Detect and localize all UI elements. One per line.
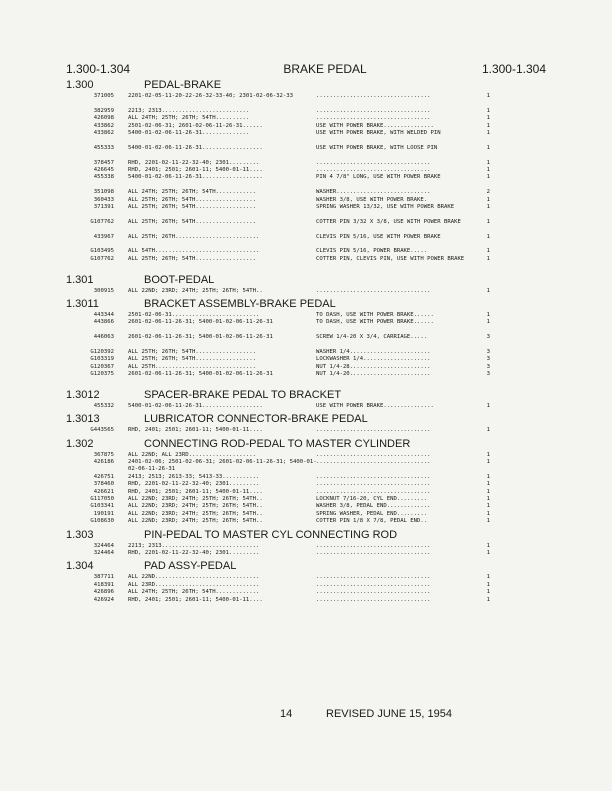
applicability: ALL 25TH; 26TH; 54TH.................. [128, 348, 256, 355]
section-title: BRACKET ASSEMBLY-BRAKE PEDAL [144, 297, 336, 310]
applicability: 2401-02-06; 2501-02-06-31; 2601-02-06-11-26-31; 5400-01-02-06-11-26-31 [128, 459, 317, 473]
description: WASHER 3/8, PEDAL END............. [316, 503, 431, 510]
quantity: 3 [486, 371, 490, 378]
part-row [66, 597, 490, 604]
part-number: 426186 [93, 459, 114, 466]
part-row [66, 489, 490, 496]
quantity: 1 [486, 319, 490, 326]
part-row [66, 543, 490, 550]
quantity: 1 [486, 488, 490, 495]
description: .................................. [316, 459, 431, 466]
description: .................................. [316, 596, 431, 603]
quantity: 1 [486, 459, 490, 466]
description: .................................. [316, 473, 431, 480]
description: COTTER PIN 3/32 X 3/8, USE WITH POWER BRAKE [316, 218, 461, 225]
part-number: 455333 [93, 144, 114, 151]
part-row [66, 115, 490, 122]
part-number: 324464 [93, 549, 114, 556]
quantity: 1 [486, 174, 490, 181]
part-row [66, 204, 490, 219]
applicability: ALL 22ND; 23RD; 24TH; 25TH; 26TH; 54TH.. [128, 518, 263, 525]
description: .................................. [316, 581, 431, 588]
applicability: ALL 22ND; 23RD; 24TH; 25TH; 26TH; 54TH.. [128, 287, 263, 294]
part-row [66, 459, 490, 474]
part-number: G103495 [90, 248, 114, 255]
description: NUT 1/4-20........................ [316, 371, 431, 378]
description: .................................. [316, 115, 431, 122]
applicability: 2201-02-05-11-20-22-26-32-33-40; 2301-02-06-32-33 [128, 93, 294, 99]
quantity: 3 [486, 334, 490, 341]
applicability: ALL 54TH............................... [128, 248, 260, 255]
quantity: 1 [486, 503, 490, 510]
applicability: ALL 25TH; 26TH; 54TH.................. [128, 356, 256, 363]
quantity: 1 [486, 402, 490, 409]
part-number: 324464 [93, 542, 114, 549]
applicability: ALL 24TH; 25TH; 26TH; 54TH............ [128, 189, 256, 196]
applicability: 5400-01-02-06-11-26-31.............. [128, 129, 250, 136]
part-row [66, 481, 490, 488]
page-number: 14 [280, 708, 293, 720]
part-number: 351098 [93, 189, 114, 196]
quantity: 1 [486, 166, 490, 173]
part-row [66, 427, 490, 434]
description: PIN 4 7/8" LONG, USE WITH POWER BRAKE [316, 174, 441, 181]
part-row [66, 234, 490, 249]
quantity: 1 [486, 596, 490, 603]
quantity: 1 [486, 589, 490, 596]
part-number: 387711 [93, 574, 114, 581]
header-right: 1.300-1.304 [481, 62, 546, 76]
part-number: 378460 [93, 481, 114, 488]
applicability: ALL 25TH; 26TH; 54TH.................. [128, 218, 256, 225]
applicability: ALL 24TH; 25TH; 26TH; 54TH.......... [128, 115, 250, 122]
part-number: G103341 [90, 503, 114, 510]
quantity: 1 [486, 427, 490, 434]
description: .................................. [316, 542, 431, 549]
applicability: 2601-02-06-11-26-31; 5400-01-02-06-11-26-31 [128, 334, 273, 341]
description: COTTER PIN 1/8 X 7/8, PEDAL END.. [316, 518, 428, 525]
section-number: 1.301 [66, 273, 94, 286]
description: USE WITH POWER BRAKE............... [316, 402, 434, 409]
part-number: G107762 [90, 218, 114, 225]
applicability: 2213; 2313............................. [128, 542, 260, 549]
part-row [66, 197, 490, 204]
applicability: 5400-01-02-06-11-26-31.................. [128, 144, 263, 151]
applicability: 2601-02-06-11-26-31; 5400-01-02-06-11-26-31 [128, 371, 273, 378]
description: .................................. [316, 427, 431, 434]
part-row [66, 518, 490, 525]
applicability: ALL 22ND; 23RD; 24TH; 25TH; 26TH; 54TH.. [128, 495, 263, 502]
section-heading [66, 389, 490, 403]
applicability: RHD, 2201-02-11-22-32-40; 2301......... [128, 549, 260, 556]
quantity: 1 [486, 311, 490, 318]
description: .................................. [316, 488, 431, 495]
part-number: 443866 [93, 319, 114, 326]
part-row [66, 189, 490, 196]
description: USE WITH POWER BRAKE, WITH LOOSE PIN [316, 144, 438, 151]
part-number: 426645 [93, 166, 114, 173]
applicability: RHD, 2201-02-11-22-32-40; 2301......... [128, 159, 260, 166]
header-left: 1.300-1.304 [66, 62, 131, 76]
description: NUT 1/4-28........................ [316, 363, 431, 370]
part-number: 382959 [93, 107, 114, 114]
quantity: 1 [486, 549, 490, 556]
quantity: 1 [486, 542, 490, 549]
part-row [66, 123, 490, 130]
part-number: G108630 [90, 518, 114, 525]
part-number: G443565 [90, 427, 114, 434]
part-number: 433862 [93, 122, 114, 129]
quantity: 1 [486, 510, 490, 517]
section-heading [66, 298, 490, 312]
part-number: 426098 [93, 115, 114, 122]
applicability: ALL 23RD............................... [128, 581, 260, 588]
section-number: 1.304 [66, 560, 94, 573]
part-row [66, 130, 490, 145]
quantity: 2 [486, 189, 490, 196]
quantity: 1 [486, 218, 490, 225]
description: LOCKNUT 7/16-20, CYL END......... [316, 495, 428, 502]
description: .................................. [316, 589, 431, 596]
section-number: 1.302 [66, 437, 94, 450]
description: .................................. [316, 451, 431, 458]
section-number: 1.303 [66, 528, 94, 541]
part-row [66, 574, 490, 581]
part-row [66, 474, 490, 481]
part-number: 190191 [93, 510, 114, 517]
part-number: 455332 [93, 402, 114, 409]
applicability: 5400-01-02-06-11-26-31.................. [128, 174, 263, 181]
quantity: 3 [486, 363, 490, 370]
description: WASHER 3/8, USE WITH POWER BRAKE. [316, 196, 428, 203]
applicability: ALL 22ND; 23RD; 24TH; 25TH; 26TH; 54TH.. [128, 510, 263, 517]
applicability: 5400-01-02-06-11-26-31.................. [128, 402, 263, 409]
applicability: RHD, 2401; 2501; 2601-11; 5400-01-11.... [128, 427, 263, 434]
part-row [66, 319, 490, 334]
section-title: LUBRICATOR CONNECTOR-BRAKE PEDAL [144, 413, 368, 426]
applicability: RHD, 2401; 2501; 2601-11; 5400-01-11.... [128, 488, 263, 495]
description: CLEVIS PIN 5/16, POWER BRAKE..... [316, 248, 428, 255]
applicability: 2501-02-06-31; 2601-02-06-11-26-31...... [128, 122, 263, 129]
quantity: 1 [486, 196, 490, 203]
section-title: PIN-PEDAL TO MASTER CYL CONNECTING ROD [144, 528, 398, 541]
applicability: 2413; 2513; 2613-33; 5413-33........... [128, 473, 260, 480]
quantity: 3 [486, 356, 490, 363]
description: USE WITH POWER BRAKE, WITH WELDED PIN [316, 129, 441, 136]
description: SCREW 1/4-20 X 3/4, CARRIAGE..... [316, 334, 428, 341]
part-number: 426751 [93, 473, 114, 480]
part-number: 371391 [93, 203, 114, 210]
part-number: G120392 [90, 348, 114, 355]
description: .................................. [316, 93, 431, 99]
applicability: ALL 22ND; 23RD; 24TH; 25TH; 26TH; 54TH.. [128, 503, 263, 510]
part-row [66, 219, 490, 234]
description: SPRING WASHER, PEDAL END......... [316, 510, 428, 517]
part-row [66, 256, 490, 271]
part-row [66, 511, 490, 518]
description: WASHER............................ [316, 189, 431, 196]
part-row [66, 160, 490, 167]
applicability: ALL 25TH; 26TH......................... [128, 233, 260, 240]
part-number: 367875 [93, 451, 114, 458]
quantity: 1 [486, 107, 490, 114]
part-row [66, 288, 490, 295]
description: COTTER PIN, CLEVIS PIN, USE WITH POWER BRAKE [316, 255, 465, 262]
section-title: SPACER-BRAKE PEDAL TO BRACKET [144, 388, 342, 401]
description: USE WITH POWER BRAKE............... [316, 122, 434, 129]
header-title: BRAKE PEDAL [283, 62, 367, 76]
description: .................................. [316, 107, 431, 114]
revision-date: REVISED JUNE 15, 1954 [326, 708, 452, 720]
part-number: 378457 [93, 159, 114, 166]
section-title: PAD ASSY-PEDAL [144, 560, 237, 573]
section-number: 1.300 [66, 79, 94, 91]
applicability: ALL 22ND............................... [128, 574, 260, 581]
part-number: G120375 [90, 371, 114, 378]
applicability: 2213; 2313.......................... [128, 107, 250, 114]
section-number: 1.3011 [66, 297, 99, 310]
quantity: 1 [486, 203, 490, 210]
part-row [66, 248, 490, 255]
quantity: 1 [486, 233, 490, 240]
part-number: 426621 [93, 488, 114, 495]
description: .................................. [316, 549, 431, 556]
part-number: G117050 [90, 495, 114, 502]
applicability: RHD, 2401; 2501; 2601-11; 5400-01-11.... [128, 166, 263, 173]
quantity: 1 [486, 255, 490, 262]
part-number: 433862 [93, 129, 114, 136]
part-row [66, 167, 490, 174]
quantity: 3 [486, 348, 490, 355]
part-row [66, 356, 490, 363]
description: .................................. [316, 166, 431, 173]
applicability: 2601-02-06-11-26-31; 5400-01-02-06-11-26-31 [128, 319, 273, 326]
description: .................................. [316, 159, 431, 166]
description: CLEVIS PIN 5/16, USE WITH POWER BRAKE [316, 233, 441, 240]
part-row [66, 403, 490, 410]
quantity: 1 [486, 287, 490, 294]
part-row [66, 364, 490, 371]
description: LOCKWASHER 1/4.................... [316, 356, 431, 363]
section-heading [66, 529, 490, 543]
part-row [66, 174, 490, 189]
applicability: ALL 24TH; 25TH; 26TH; 54TH............. [128, 589, 260, 596]
quantity: 1 [486, 248, 490, 255]
section-title: BOOT-PEDAL [144, 273, 215, 286]
part-number: 455338 [93, 174, 114, 181]
part-row [66, 312, 490, 319]
section-title: PEDAL-BRAKE [144, 79, 222, 91]
quantity: 1 [486, 574, 490, 581]
part-number: 443344 [93, 311, 114, 318]
part-row [66, 550, 490, 557]
part-number: 300915 [93, 287, 114, 294]
part-row [66, 334, 490, 349]
applicability: ALL 25TH; 26TH; 54TH.................. [128, 203, 256, 210]
quantity: 1 [486, 473, 490, 480]
parts-list [66, 76, 490, 604]
section-title: CONNECTING ROD-PEDAL TO MASTER CYLINDER [144, 437, 411, 450]
part-row [66, 93, 490, 108]
description: SPRING WASHER 13/32, USE WITH POWER BRAKE [316, 203, 455, 210]
part-number: G120367 [90, 363, 114, 370]
part-number: 433967 [93, 233, 114, 240]
quantity: 1 [486, 495, 490, 502]
section-heading [66, 413, 490, 427]
part-number: 446063 [93, 334, 114, 341]
quantity: 1 [486, 122, 490, 129]
part-number: G103319 [90, 356, 114, 363]
applicability: ALL 25TH; 26TH; 54TH.................. [128, 255, 256, 262]
part-row [66, 496, 490, 503]
quantity: 1 [486, 129, 490, 136]
part-row [66, 452, 490, 459]
quantity: 1 [486, 93, 490, 99]
section-heading [66, 560, 490, 574]
description: .................................. [316, 287, 431, 294]
quantity: 1 [486, 518, 490, 525]
quantity: 1 [486, 451, 490, 458]
section-number: 1.3013 [66, 413, 100, 426]
part-number: 426924 [93, 596, 114, 603]
applicability: 2501-02-06-31.......................... [128, 311, 260, 318]
quantity: 1 [486, 481, 490, 488]
part-row [66, 349, 490, 356]
part-row [66, 371, 490, 386]
section-heading [66, 274, 490, 288]
part-number: G107762 [90, 255, 114, 262]
part-row [66, 582, 490, 589]
section-heading [66, 438, 490, 452]
part-row [66, 589, 490, 596]
description: .................................. [316, 574, 431, 581]
quantity: 1 [486, 115, 490, 122]
section-number: 1.3012 [66, 388, 100, 401]
applicability: ALL 25TH.............................. [128, 363, 256, 370]
part-row [66, 108, 490, 115]
section-heading [66, 79, 490, 93]
applicability: RHD, 2401; 2501; 2601-11; 5400-01-11.... [128, 596, 263, 603]
part-number: 418391 [93, 581, 114, 588]
part-number: 371005 [93, 93, 114, 99]
applicability: RHD, 2201-02-11-22-32-40; 2301......... [128, 481, 260, 488]
part-number: 360433 [93, 196, 114, 203]
description: WASHER 1/4........................ [316, 348, 431, 355]
description: TO DASH, USE WITH POWER BRAKE...... [316, 319, 434, 326]
applicability: ALL 22ND; ALL 23RD.................... [128, 451, 256, 458]
quantity: 1 [486, 159, 490, 166]
description: TO DASH, USE WITH POWER BRAKE...... [316, 311, 434, 318]
part-row [66, 145, 490, 160]
quantity: 1 [486, 144, 490, 151]
part-row [66, 503, 490, 510]
description: .................................. [316, 481, 431, 488]
part-number: 426896 [93, 589, 114, 596]
applicability: ALL 25TH; 26TH; 54TH.................. [128, 196, 256, 203]
quantity: 1 [486, 581, 490, 588]
